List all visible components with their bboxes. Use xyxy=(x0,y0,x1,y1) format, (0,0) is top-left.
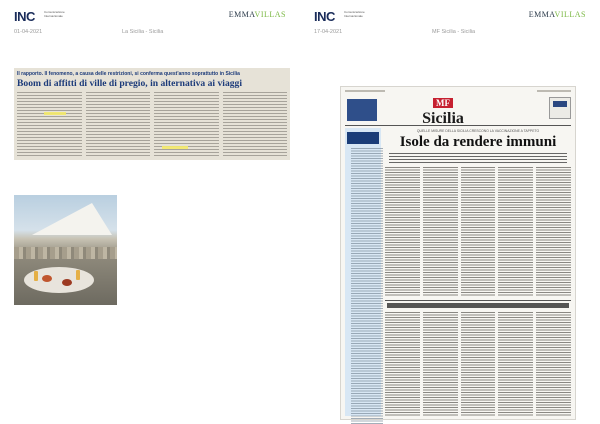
clipping-source: MF Sicilia - Sicilia xyxy=(432,29,476,35)
inc-logo: INC xyxy=(14,9,35,24)
emma-villas-logo: EMMAVILLAS xyxy=(528,10,586,19)
sidebar-text xyxy=(351,148,383,424)
promo-logo xyxy=(553,101,567,107)
sheet-header xyxy=(314,8,586,26)
divider xyxy=(345,125,571,126)
masthead xyxy=(413,93,473,126)
strip-text xyxy=(537,90,571,92)
masthead-label: MF xyxy=(433,98,453,108)
sheet-header xyxy=(14,8,286,26)
lead-kicker: QUELLE MISURE DELLA SICILIA CRESCONO LA VACCINAZIONE A TAPPETO xyxy=(416,129,540,133)
article-headline: Boom di affitti di ville di pregio, in alternativa ai viaggi xyxy=(17,78,243,89)
lead-headline: Isole da rendere immuni xyxy=(399,134,557,150)
emma-villas-logo: EMMAVILLAS xyxy=(228,10,286,19)
article-column xyxy=(423,167,458,297)
food-plate xyxy=(42,275,52,282)
masthead-title: Sicilia xyxy=(422,110,464,127)
strip-text xyxy=(345,90,385,92)
news-sidebar xyxy=(345,128,381,416)
city-skyline xyxy=(14,247,117,259)
article-column xyxy=(498,312,533,416)
article-column xyxy=(86,92,151,156)
article-column xyxy=(536,312,571,416)
clipping-date: 17-04-2021 xyxy=(314,29,343,35)
inc-logo-subtitle: Comunicazione Internazionale xyxy=(344,10,365,18)
second-article-body xyxy=(385,312,571,416)
inc-logo-subtitle: Comunicazione Internazionale xyxy=(44,10,65,18)
rooftop-terrace-photo xyxy=(14,195,117,305)
promo-box xyxy=(347,99,377,121)
article-column xyxy=(498,167,533,297)
sidebar-badge xyxy=(347,132,379,144)
article-column xyxy=(385,167,420,297)
divider xyxy=(385,300,571,301)
article-column xyxy=(461,167,496,297)
article-column xyxy=(536,167,571,297)
newspaper-front-page xyxy=(340,86,576,420)
wine-glass xyxy=(34,271,38,281)
promo-box xyxy=(549,97,571,119)
text-highlight xyxy=(44,112,66,115)
article-column xyxy=(17,92,82,156)
article-column xyxy=(423,312,458,416)
lead-article-body xyxy=(385,167,571,297)
sun-sail-shape xyxy=(32,203,112,235)
article-column xyxy=(461,312,496,416)
wine-glass xyxy=(76,270,80,280)
clipping-meta xyxy=(14,29,286,37)
article-column xyxy=(385,312,420,416)
clipping-meta xyxy=(314,29,586,37)
newspaper-clipping xyxy=(14,68,290,160)
article-kicker: Il rapporto. Il fenomeno, a causa delle restrizioni, si conferma quest'anno soprattutto in Sicilia xyxy=(17,71,240,77)
clipping-sheet-right xyxy=(300,0,600,424)
clipping-source: La Sicilia - Sicilia xyxy=(122,29,164,35)
lead-deck xyxy=(389,153,567,163)
article-column xyxy=(223,92,288,156)
inc-logo: INC xyxy=(314,9,335,24)
article-body xyxy=(17,92,287,156)
clipping-date: 01-04-2021 xyxy=(14,29,43,35)
second-article-headline xyxy=(387,303,569,308)
text-highlight xyxy=(162,146,188,149)
food-plate xyxy=(62,279,72,286)
